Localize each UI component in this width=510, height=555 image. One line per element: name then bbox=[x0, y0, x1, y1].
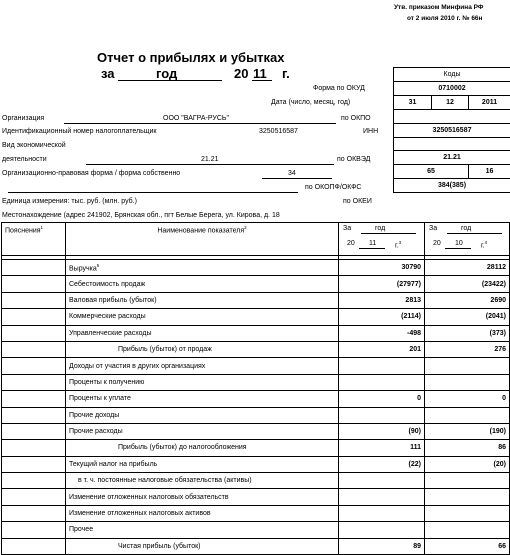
legal-form-label: Организационно-правовая форма / форма собственно bbox=[2, 170, 181, 177]
row-value-period-2: (2041) bbox=[425, 309, 510, 325]
table-row bbox=[2, 440, 510, 456]
okopf-code: 65 bbox=[394, 165, 469, 179]
row-name: Изменение отложенных налоговых обязательств bbox=[66, 489, 339, 505]
row-note bbox=[2, 407, 66, 423]
row-value-period-2: 66 bbox=[425, 538, 510, 554]
row-name: Коммерческие расходы bbox=[66, 309, 339, 325]
row-value-period-1 bbox=[339, 522, 425, 538]
row-value-period-1: 2813 bbox=[339, 292, 425, 308]
row-value-period-2: 2690 bbox=[425, 292, 510, 308]
row-note bbox=[2, 309, 66, 325]
table-row bbox=[2, 538, 510, 554]
activity-label-1: Вид экономической bbox=[2, 142, 66, 149]
header-period-1: За год 20 11 г.$^3$ bbox=[339, 223, 425, 256]
row-value-period-1 bbox=[339, 407, 425, 423]
row-value-period-2: 0 bbox=[425, 391, 510, 407]
table-row bbox=[2, 391, 510, 407]
title-za: за bbox=[101, 66, 115, 81]
approval-line-2: от 2 июля 2010 г. № 66н bbox=[407, 15, 483, 22]
row-value-period-1: (90) bbox=[339, 423, 425, 439]
row-value-period-1: (22) bbox=[339, 456, 425, 472]
row-note bbox=[2, 391, 66, 407]
okopf-label: по ОКОПФ/ОКФС bbox=[305, 184, 362, 191]
table-row bbox=[2, 456, 510, 472]
report-title: Отчет о прибылях и убытках bbox=[97, 50, 285, 65]
row-note bbox=[2, 538, 66, 554]
row-value-period-1: 89 bbox=[339, 538, 425, 554]
row-value-period-2: 86 bbox=[425, 440, 510, 456]
okei-label: по ОКЕИ bbox=[343, 198, 372, 205]
row-name: Текущий налог на прибыль bbox=[66, 456, 339, 472]
table-row bbox=[2, 341, 510, 357]
row-value-period-2: (373) bbox=[425, 325, 510, 341]
row-name: Прочие расходы bbox=[66, 423, 339, 439]
table-row bbox=[2, 292, 510, 308]
legal-form-value: 34 bbox=[288, 170, 296, 177]
row-note bbox=[2, 522, 66, 538]
row-value-period-1: -498 bbox=[339, 325, 425, 341]
row-name: Валовая прибыль (убыток) bbox=[66, 292, 339, 308]
row-note bbox=[2, 440, 66, 456]
row-note bbox=[2, 473, 66, 489]
date-day: 31 bbox=[394, 96, 432, 110]
table-row bbox=[2, 374, 510, 390]
header-notes: Пояснения$^1$ bbox=[2, 223, 66, 256]
legal-form-underline bbox=[262, 178, 332, 179]
row-value-period-1: 30790 bbox=[339, 260, 425, 276]
org-underline bbox=[64, 123, 336, 124]
okved-label: по ОКВЭД bbox=[337, 156, 371, 163]
codes-table bbox=[393, 67, 510, 193]
okved-blank bbox=[394, 138, 510, 151]
row-name: Прибыль (убыток) от продаж bbox=[66, 341, 339, 357]
location-label: Местонахождение (адрес 241902, Брянская обл., пгт Белые Берега, ул. Кирова, д. 18 bbox=[2, 212, 280, 219]
title-year-prefix: 20 bbox=[234, 66, 249, 81]
row-value-period-1 bbox=[339, 505, 425, 521]
table-row bbox=[2, 325, 510, 341]
row-note bbox=[2, 325, 66, 341]
date-label: Дата (число, месяц, год) bbox=[271, 99, 351, 106]
row-value-period-2 bbox=[425, 505, 510, 521]
row-value-period-1 bbox=[339, 374, 425, 390]
row-note bbox=[2, 260, 66, 276]
okpo-code bbox=[394, 110, 510, 124]
table-header-row bbox=[2, 223, 510, 256]
okud-label: Форма по ОКУД bbox=[313, 85, 365, 92]
row-value-period-1 bbox=[339, 358, 425, 374]
row-value-period-1: (27977) bbox=[339, 276, 425, 292]
row-value-period-2: (20) bbox=[425, 456, 510, 472]
header-name: Наименование показателя$^2$ bbox=[66, 223, 339, 256]
row-value-period-2: 28112 bbox=[425, 260, 510, 276]
table-row bbox=[2, 522, 510, 538]
inn-code: 3250516587 bbox=[394, 124, 510, 138]
row-value-period-2: (23422) bbox=[425, 276, 510, 292]
row-value-period-1 bbox=[339, 473, 425, 489]
row-note bbox=[2, 374, 66, 390]
activity-label-2: деятельности bbox=[2, 156, 47, 163]
row-name: Проценты к получению bbox=[66, 374, 339, 390]
row-name: Доходы от участия в других организациях bbox=[66, 358, 339, 374]
row-value-period-2 bbox=[425, 358, 510, 374]
row-name: Управленческие расходы bbox=[66, 325, 339, 341]
okved-code: 21.21 bbox=[394, 151, 510, 165]
row-value-period-2 bbox=[425, 489, 510, 505]
row-note bbox=[2, 489, 66, 505]
inn-value: 3250516587 bbox=[259, 128, 298, 135]
table-row bbox=[2, 473, 510, 489]
row-value-period-1 bbox=[339, 489, 425, 505]
activity-value: 21.21 bbox=[201, 156, 219, 163]
okei-code: 384(385) bbox=[394, 179, 510, 193]
row-note bbox=[2, 358, 66, 374]
table-body bbox=[2, 260, 510, 555]
title-year-suffix: 11 bbox=[253, 66, 267, 81]
org-name: ООО "ВАГРА-РУСЬ" bbox=[163, 115, 229, 122]
row-value-period-2 bbox=[425, 522, 510, 538]
approval-line-1: Утв. приказом Минфина РФ bbox=[394, 4, 484, 11]
date-year: 2011 bbox=[469, 96, 510, 110]
row-value-period-1: 0 bbox=[339, 391, 425, 407]
table-row bbox=[2, 358, 510, 374]
date-month: 12 bbox=[432, 96, 469, 110]
row-name: Изменение отложенных налоговых активов bbox=[66, 505, 339, 521]
table-row bbox=[2, 505, 510, 521]
row-name: Прочие доходы bbox=[66, 407, 339, 423]
row-value-period-1: (2114) bbox=[339, 309, 425, 325]
org-label: Организация bbox=[2, 115, 45, 122]
row-value-period-1: 111 bbox=[339, 440, 425, 456]
row-note bbox=[2, 341, 66, 357]
row-name: Проценты к уплате bbox=[66, 391, 339, 407]
row-name: Прибыль (убыток) до налогообложения bbox=[66, 440, 339, 456]
table-row bbox=[2, 276, 510, 292]
row-note bbox=[2, 292, 66, 308]
okopf-underline bbox=[8, 192, 298, 193]
row-value-period-1: 201 bbox=[339, 341, 425, 357]
okud-code: 0710002 bbox=[394, 82, 510, 96]
header-period-2: За год 20 10 г.$^4$ bbox=[425, 223, 510, 256]
row-name: Выручка$^5$ bbox=[66, 260, 339, 276]
table-row bbox=[2, 423, 510, 439]
row-note bbox=[2, 423, 66, 439]
row-name: Прочее bbox=[66, 522, 339, 538]
units-label: Единица измерения: тыс. руб. (млн. руб.) bbox=[2, 198, 137, 205]
activity-underline bbox=[86, 164, 334, 165]
row-name: Себестоимость продаж bbox=[66, 276, 339, 292]
title-god: год bbox=[156, 66, 178, 81]
row-name: в т. ч. постоянные налоговые обязательства (активы) bbox=[66, 473, 339, 489]
row-value-period-2 bbox=[425, 374, 510, 390]
table-row bbox=[2, 489, 510, 505]
table-row bbox=[2, 260, 510, 276]
row-note bbox=[2, 276, 66, 292]
inn-code-label: ИНН bbox=[363, 128, 379, 135]
row-value-period-2: (190) bbox=[425, 423, 510, 439]
row-note bbox=[2, 456, 66, 472]
row-note bbox=[2, 505, 66, 521]
income-statement-table bbox=[1, 222, 510, 555]
title-g: г. bbox=[282, 66, 290, 81]
row-value-period-2 bbox=[425, 473, 510, 489]
inn-label: Идентификационный номер налогоплательщик bbox=[2, 128, 157, 135]
okfs-code: 16 bbox=[469, 165, 510, 179]
row-name: Чистая прибыль (убыток) bbox=[66, 538, 339, 554]
table-row bbox=[2, 407, 510, 423]
table-row bbox=[2, 309, 510, 325]
row-value-period-2: 276 bbox=[425, 341, 510, 357]
codes-header: Коды bbox=[394, 68, 510, 82]
row-value-period-2 bbox=[425, 407, 510, 423]
okpo-label: по ОКПО bbox=[341, 115, 371, 122]
